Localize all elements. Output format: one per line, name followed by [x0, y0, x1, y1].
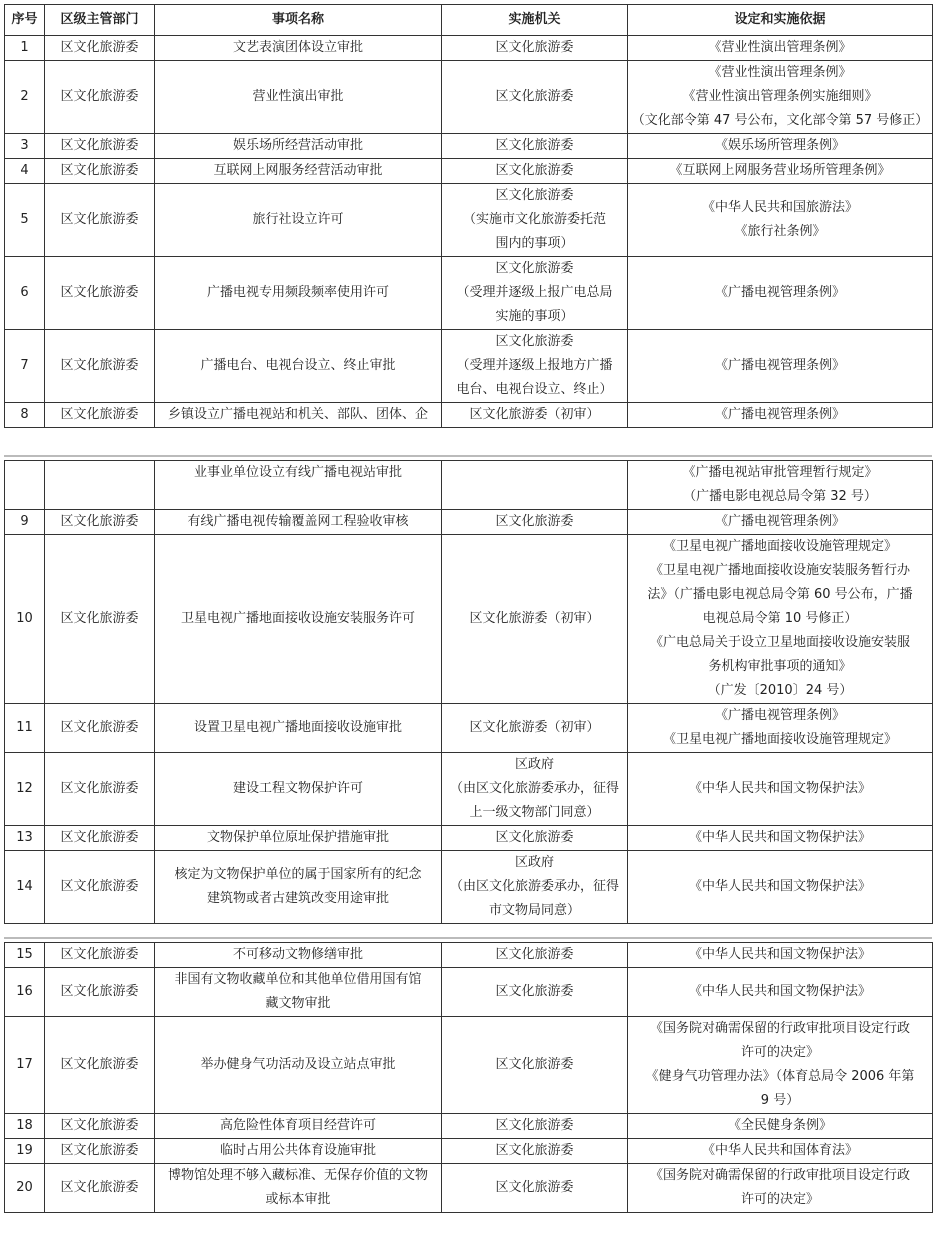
cell-basis-line: 《中华人民共和国旅游法》	[701, 200, 858, 215]
cell-institution	[442, 1114, 628, 1139]
cell-institution	[442, 826, 628, 851]
cell-dept: 区文化旅游委	[45, 36, 155, 61]
cell-institution	[442, 134, 628, 159]
cell-basis	[628, 535, 933, 704]
table-header-row	[5, 5, 933, 36]
cell-institution-line: 区文化旅游委（初审）	[469, 407, 600, 422]
cell-no: 9	[5, 510, 45, 535]
header-dept: 区级主管部门	[45, 5, 155, 36]
cell-dept: 区文化旅游委	[45, 257, 155, 330]
cell-no: 14	[5, 851, 45, 924]
cell-no: 8	[5, 403, 45, 428]
cell-no: 20	[5, 1164, 45, 1213]
cell-dept: 区文化旅游委	[45, 943, 155, 968]
cell-basis-line: 许可的决定》	[740, 1192, 819, 1207]
header-basis: 设定和实施依据	[628, 5, 933, 36]
cell-institution	[442, 461, 628, 510]
cell-basis	[628, 461, 933, 510]
cell-dept: 区文化旅游委	[45, 1164, 155, 1213]
cell-institution	[442, 535, 628, 704]
cell-institution-line: 区文化旅游委	[495, 984, 574, 999]
cell-basis-line: 《卫星电视广播地面接收设施安装服务暂行办	[649, 563, 910, 578]
cell-institution	[442, 36, 628, 61]
approval-table-part-2	[4, 460, 933, 924]
cell-item-name-line: 文物保护单位原址保护措施审批	[206, 830, 389, 845]
cell-basis-line: 《卫星电视广播地面接收设施管理规定》	[662, 539, 897, 554]
table-page-2	[4, 460, 932, 924]
table-row	[5, 1114, 933, 1139]
table-row	[5, 753, 933, 826]
cell-dept: 区文化旅游委	[45, 330, 155, 403]
cell-dept	[45, 461, 155, 510]
cell-basis-line: 《营业性演出管理条例实施细则》	[682, 89, 878, 104]
cell-item-name-line: 不可移动文物修缮审批	[232, 947, 363, 962]
cell-institution-line: 区文化旅游委（初审）	[469, 611, 600, 626]
cell-dept: 区文化旅游委	[45, 1114, 155, 1139]
cell-item-name-line: 设置卫星电视广播地面接收设施审批	[193, 720, 402, 735]
cell-dept: 区文化旅游委	[45, 403, 155, 428]
cell-item-name	[155, 968, 442, 1017]
cell-institution-line: 市文物局同意）	[488, 903, 580, 918]
cell-dept: 区文化旅游委	[45, 535, 155, 704]
cell-item-name	[155, 943, 442, 968]
table-row	[5, 704, 933, 753]
cell-basis-line: 《广播电视站审批管理暂行规定》	[682, 465, 878, 480]
cell-dept: 区文化旅游委	[45, 1017, 155, 1114]
cell-basis	[628, 1017, 933, 1114]
cell-no: 13	[5, 826, 45, 851]
cell-institution	[442, 1164, 628, 1213]
cell-item-name-line: 博物馆处理不够入藏标准、无保存价值的文物	[167, 1168, 428, 1183]
cell-no: 1	[5, 36, 45, 61]
cell-item-name	[155, 1139, 442, 1164]
cell-item-name-line: 建设工程文物保护许可	[232, 781, 363, 796]
table-row	[5, 510, 933, 535]
cell-item-name	[155, 461, 442, 510]
cell-institution-line: 区文化旅游委	[495, 830, 574, 845]
cell-item-name	[155, 330, 442, 403]
cell-basis-line: 《国务院对确需保留的行政审批项目设定行政	[649, 1168, 910, 1183]
cell-institution	[442, 159, 628, 184]
cell-basis	[628, 159, 933, 184]
cell-basis	[628, 510, 933, 535]
cell-basis	[628, 184, 933, 257]
cell-item-name-line: 有线广播电视传输覆盖网工程验收审核	[187, 514, 409, 529]
cell-no: 4	[5, 159, 45, 184]
cell-item-name-line: 建筑物或者古建筑改变用途审批	[206, 891, 389, 906]
cell-institution-line: 区文化旅游委	[495, 163, 574, 178]
cell-basis-line: 《中华人民共和国文物保护法》	[688, 781, 871, 796]
cell-item-name-line	[157, 485, 439, 509]
cell-no: 17	[5, 1017, 45, 1114]
cell-institution-line: 区文化旅游委	[495, 334, 574, 349]
cell-basis-line: 《营业性演出管理条例》	[708, 40, 852, 55]
table-body	[5, 461, 933, 924]
cell-basis-line: 《中华人民共和国文物保护法》	[688, 947, 871, 962]
cell-item-name-line: 卫星电视广播地面接收设施安装服务许可	[180, 611, 415, 626]
cell-dept: 区文化旅游委	[45, 510, 155, 535]
cell-institution-line: 区文化旅游委	[495, 188, 574, 203]
table-row	[5, 330, 933, 403]
cell-item-name	[155, 704, 442, 753]
cell-item-name	[155, 159, 442, 184]
cell-item-name	[155, 851, 442, 924]
cell-basis-line: 《娱乐场所管理条例》	[714, 138, 845, 153]
table-row	[5, 826, 933, 851]
cell-institution-line: 实施的事项）	[495, 309, 574, 324]
table-row	[5, 943, 933, 968]
cell-no: 18	[5, 1114, 45, 1139]
cell-no: 6	[5, 257, 45, 330]
cell-institution	[442, 403, 628, 428]
cell-item-name-line: 藏文物审批	[265, 996, 331, 1011]
cell-basis	[628, 61, 933, 134]
table-page-1	[4, 4, 932, 428]
cell-institution-line: 围内的事项）	[495, 236, 574, 251]
cell-basis	[628, 943, 933, 968]
page-break-divider	[4, 455, 932, 457]
table-row	[5, 461, 933, 510]
table-row	[5, 36, 933, 61]
cell-no: 11	[5, 704, 45, 753]
table-row	[5, 1139, 933, 1164]
cell-no: 7	[5, 330, 45, 403]
header-no: 序号	[5, 5, 45, 36]
cell-basis	[628, 826, 933, 851]
approval-table-part-3	[4, 942, 933, 1213]
cell-institution-line: （由区文化旅游委承办，征得	[449, 781, 619, 796]
cell-basis-line: 法》（广播电影电视总局令第 60 号公布，广播	[647, 587, 913, 602]
cell-item-name-line: 旅行社设立许可	[252, 212, 344, 227]
cell-item-name-line: 广播电视专用频段频率使用许可	[206, 285, 389, 300]
cell-institution-line: （由区文化旅游委承办，征得	[449, 879, 619, 894]
cell-item-name	[155, 403, 442, 428]
cell-institution	[442, 1017, 628, 1114]
table-body	[5, 943, 933, 1213]
cell-institution-line: 区文化旅游委（初审）	[469, 720, 600, 735]
cell-item-name-line: 业事业单位设立有线广播电视站审批	[193, 465, 402, 480]
cell-basis	[628, 330, 933, 403]
table-row	[5, 403, 933, 428]
cell-no: 2	[5, 61, 45, 134]
cell-institution	[442, 968, 628, 1017]
cell-institution-line	[444, 473, 625, 497]
cell-basis	[628, 1139, 933, 1164]
cell-item-name	[155, 1164, 442, 1213]
cell-institution-line: 区政府	[514, 757, 554, 772]
cell-institution	[442, 943, 628, 968]
header-inst: 实施机关	[442, 5, 628, 36]
cell-institution	[442, 510, 628, 535]
cell-basis-line: 《广播电视管理条例》	[714, 407, 845, 422]
cell-item-name	[155, 753, 442, 826]
cell-dept: 区文化旅游委	[45, 826, 155, 851]
cell-item-name-line: 文艺表演团体设立审批	[232, 40, 363, 55]
table-row	[5, 184, 933, 257]
cell-dept: 区文化旅游委	[45, 753, 155, 826]
cell-item-name	[155, 61, 442, 134]
cell-basis	[628, 134, 933, 159]
cell-basis-line: 《中华人民共和国文物保护法》	[688, 830, 871, 845]
cell-item-name	[155, 535, 442, 704]
cell-item-name	[155, 1017, 442, 1114]
cell-no: 19	[5, 1139, 45, 1164]
cell-institution-line: 区文化旅游委	[495, 514, 574, 529]
cell-basis	[628, 1164, 933, 1213]
cell-dept: 区文化旅游委	[45, 851, 155, 924]
approval-table-part-1	[4, 4, 933, 428]
cell-basis	[628, 704, 933, 753]
cell-item-name-line: 临时占用公共体育设施审批	[219, 1143, 376, 1158]
cell-item-name	[155, 134, 442, 159]
cell-basis-line: 《旅行社条例》	[734, 224, 826, 239]
cell-institution-line: 区文化旅游委	[495, 947, 574, 962]
cell-institution	[442, 753, 628, 826]
cell-item-name-line: 娱乐场所经营活动审批	[232, 138, 363, 153]
cell-basis-line: 《健身气功管理办法》（体育总局令 2006 年第	[645, 1069, 915, 1084]
cell-dept: 区文化旅游委	[45, 704, 155, 753]
table-row	[5, 159, 933, 184]
cell-item-name	[155, 510, 442, 535]
cell-basis-line: 务机构审批事项的通知》	[708, 659, 852, 674]
cell-institution	[442, 257, 628, 330]
cell-basis	[628, 257, 933, 330]
cell-basis-line: 《广播电视管理条例》	[714, 708, 845, 723]
cell-basis-line: 许可的决定》	[740, 1045, 819, 1060]
table-row	[5, 134, 933, 159]
cell-basis-line: 《中华人民共和国文物保护法》	[688, 879, 871, 894]
cell-institution-line: 区文化旅游委	[495, 40, 574, 55]
cell-institution-line: 电台、电视台设立、终止）	[456, 382, 613, 397]
cell-basis-line: 《广播电视管理条例》	[714, 358, 845, 373]
cell-basis-line: 9 号）	[760, 1093, 800, 1108]
cell-institution-line: 区文化旅游委	[495, 89, 574, 104]
cell-no	[5, 461, 45, 510]
cell-basis-line: 《卫星电视广播地面接收设施管理规定》	[662, 732, 897, 747]
cell-institution-line: 上一级文物部门同意）	[469, 805, 600, 820]
cell-item-name-line: 非国有文物收藏单位和其他单位借用国有馆	[174, 972, 422, 987]
cell-no: 3	[5, 134, 45, 159]
cell-basis-line: 电视总局令第 10 号修正）	[702, 611, 858, 626]
cell-dept: 区文化旅游委	[45, 1139, 155, 1164]
table-row	[5, 851, 933, 924]
cell-institution-line: 区文化旅游委	[495, 1180, 574, 1195]
table-row	[5, 257, 933, 330]
table-row	[5, 1164, 933, 1213]
cell-basis	[628, 753, 933, 826]
cell-institution-line: 区文化旅游委	[495, 1057, 574, 1072]
cell-item-name	[155, 826, 442, 851]
cell-basis-line: 《广播电视管理条例》	[714, 285, 845, 300]
cell-basis-line: 《广播电视管理条例》	[714, 514, 845, 529]
table-body	[5, 36, 933, 428]
cell-institution	[442, 851, 628, 924]
cell-dept: 区文化旅游委	[45, 159, 155, 184]
table-row	[5, 61, 933, 134]
cell-item-name	[155, 257, 442, 330]
cell-item-name-line: 广播电台、电视台设立、终止审批	[200, 358, 396, 373]
cell-basis-line: 《中华人民共和国文物保护法》	[688, 984, 871, 999]
cell-basis	[628, 851, 933, 924]
cell-item-name-line: 高危险性体育项目经营许可	[219, 1118, 376, 1133]
cell-institution-line: （实施市文化旅游委托范	[462, 212, 606, 227]
cell-institution-line: （受理并逐级上报广电总局	[456, 285, 613, 300]
cell-institution-line: 区文化旅游委	[495, 1143, 574, 1158]
cell-item-name-line: 乡镇设立广播电视站和机关、部队、团体、企	[167, 407, 428, 422]
cell-institution-line: 区政府	[514, 855, 554, 870]
cell-item-name	[155, 36, 442, 61]
cell-item-name	[155, 184, 442, 257]
cell-institution-line: 区文化旅游委	[495, 1118, 574, 1133]
cell-basis	[628, 36, 933, 61]
cell-dept: 区文化旅游委	[45, 61, 155, 134]
cell-basis-line: （广播电影电视总局令第 32 号）	[683, 489, 877, 504]
cell-basis	[628, 403, 933, 428]
cell-institution	[442, 704, 628, 753]
cell-no: 16	[5, 968, 45, 1017]
cell-institution	[442, 61, 628, 134]
cell-no: 10	[5, 535, 45, 704]
page-break-divider	[4, 937, 932, 939]
cell-basis-line: 《中华人民共和国体育法》	[701, 1143, 858, 1158]
cell-institution-line: 区文化旅游委	[495, 138, 574, 153]
cell-no: 15	[5, 943, 45, 968]
cell-item-name-line: 举办健身气功活动及设立站点审批	[200, 1057, 396, 1072]
cell-basis-line: 《国务院对确需保留的行政审批项目设定行政	[649, 1021, 910, 1036]
cell-no: 5	[5, 184, 45, 257]
cell-item-name-line: 互联网上网服务经营活动审批	[213, 163, 383, 178]
cell-basis-line: 《互联网上网服务营业场所管理条例》	[669, 163, 891, 178]
cell-institution	[442, 330, 628, 403]
cell-basis-line: 《营业性演出管理条例》	[708, 65, 852, 80]
cell-dept: 区文化旅游委	[45, 184, 155, 257]
table-page-3	[4, 942, 932, 1213]
cell-institution	[442, 1139, 628, 1164]
cell-basis	[628, 968, 933, 1017]
cell-dept: 区文化旅游委	[45, 134, 155, 159]
cell-item-name-line: 或标本审批	[265, 1192, 331, 1207]
cell-item-name-line: 营业性演出审批	[252, 89, 344, 104]
cell-dept: 区文化旅游委	[45, 968, 155, 1017]
header-name: 事项名称	[155, 5, 442, 36]
table-row	[5, 1017, 933, 1114]
cell-basis-line: （文化部令第 47 号公布，文化部令第 57 号修正）	[631, 113, 929, 128]
table-row	[5, 968, 933, 1017]
cell-institution-line: （受理并逐级上报地方广播	[456, 358, 613, 373]
cell-item-name	[155, 1114, 442, 1139]
cell-basis-line: 《广电总局关于设立卫星地面接收设施安装服	[649, 635, 910, 650]
cell-institution-line: 区文化旅游委	[495, 261, 574, 276]
cell-item-name-line: 核定为文物保护单位的属于国家所有的纪念	[174, 867, 422, 882]
cell-no: 12	[5, 753, 45, 826]
cell-institution	[442, 184, 628, 257]
table-row	[5, 535, 933, 704]
cell-basis-line: 《全民健身条例》	[727, 1118, 832, 1133]
cell-basis-line: （广发〔2010〕24 号）	[707, 683, 853, 698]
cell-basis	[628, 1114, 933, 1139]
